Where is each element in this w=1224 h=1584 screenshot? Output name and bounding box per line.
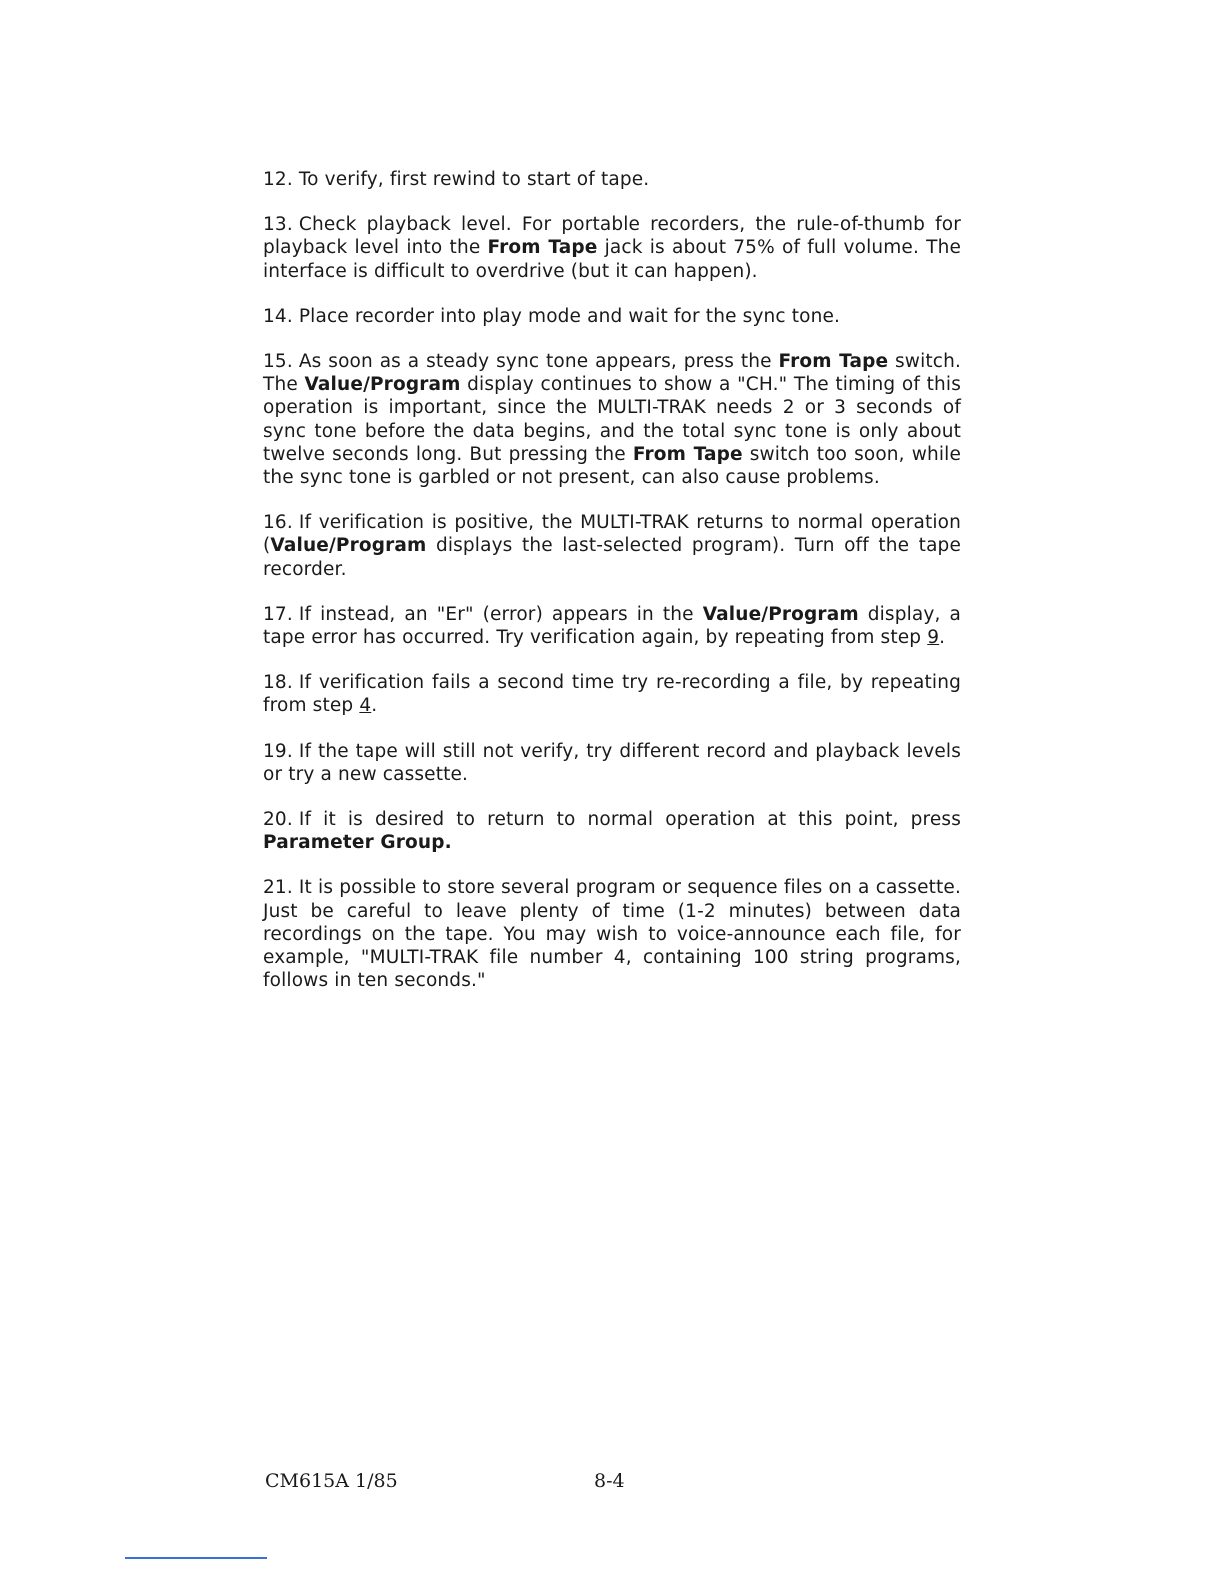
step-12 bbox=[263, 168, 961, 191]
step-reference: 4 bbox=[359, 695, 372, 717]
step-text: . bbox=[939, 627, 946, 649]
step-number: 16. bbox=[263, 512, 293, 534]
step-number: 19. bbox=[263, 740, 293, 762]
bold-term: Value/Program bbox=[702, 603, 859, 625]
step-number: 12. bbox=[263, 169, 293, 190]
step-text: jack is about 75% of full volume. The interface is difficult to overdrive (but it can happen). bbox=[263, 237, 961, 282]
step-17 bbox=[263, 603, 961, 649]
step-13 bbox=[263, 213, 961, 283]
step-text: If instead, an "Er" (error) appears in the bbox=[298, 603, 703, 625]
bold-term: Parameter Group. bbox=[263, 832, 452, 854]
step-18 bbox=[263, 671, 961, 717]
step-text: switch too soon, while the sync tone is garbled or not present, can also cause problems. bbox=[263, 443, 961, 489]
step-text: . bbox=[371, 695, 378, 717]
bold-term: Value/Program bbox=[304, 374, 461, 396]
scan-edge-line bbox=[125, 1557, 267, 1559]
step-reference: 9 bbox=[927, 627, 940, 649]
step-20 bbox=[263, 808, 961, 854]
step-21 bbox=[263, 876, 961, 992]
step-text: If verification is positive, the MULTI-TRAK returns to normal operation ( bbox=[263, 512, 961, 557]
step-14 bbox=[263, 305, 961, 328]
step-text: It is possible to store several program or sequence files on a cassette. Just be careful to leave plenty of time (1-2 minutes) between data recordings on the tape. You may wish to voice-announce each file, for example, "MULTI-TRAK file number 4, containing 100 string programs, follows in ten seconds." bbox=[263, 877, 961, 992]
step-text: If it is desired to return to normal operation at this point, press bbox=[298, 809, 961, 831]
step-text: displays the last-selected program). Turn off the tape recorder. bbox=[263, 535, 961, 580]
step-text: If the tape will still not verify, try different record and playback levels or try a new cassette. bbox=[263, 740, 961, 785]
step-number: 15. bbox=[263, 351, 293, 373]
step-number: 20. bbox=[263, 809, 293, 831]
step-number: 14. bbox=[263, 305, 293, 327]
step-text: display, a tape error has occurred. Try verification again, by repeating from step bbox=[263, 603, 961, 649]
instruction-steps bbox=[263, 168, 961, 1014]
bold-term: From Tape bbox=[778, 351, 889, 373]
bold-term: From Tape bbox=[487, 237, 598, 259]
step-text: If verification fails a second time try re-recording a file, by repeating from step bbox=[263, 672, 961, 717]
bold-term: From Tape bbox=[632, 443, 743, 465]
step-text: Check playback level. For portable recorders, the rule-of-thumb for playback level into the bbox=[263, 214, 961, 259]
step-15 bbox=[263, 350, 961, 489]
step-text: Place recorder into play mode and wait for the sync tone. bbox=[298, 305, 841, 327]
step-16 bbox=[263, 511, 961, 581]
step-number: 13. bbox=[263, 214, 293, 236]
step-text: As soon as a steady sync tone appears, press the bbox=[298, 351, 779, 373]
step-text: switch. The bbox=[263, 351, 961, 396]
step-19 bbox=[263, 740, 961, 786]
step-number: 17. bbox=[263, 603, 293, 625]
bold-term: Value/Program bbox=[270, 535, 427, 557]
footer-doc-code: CM615A 1/85 bbox=[265, 1470, 398, 1492]
step-number: 21. bbox=[263, 877, 293, 899]
step-text: display continues to show a "CH." The timing of this operation is important, since the MULTI-TRAK needs 2 or 3 seconds of sync tone before the data begins, and the total sync tone is only about twelve seconds long. But pressing the bbox=[263, 374, 961, 465]
step-text: To verify, first rewind to start of tape. bbox=[298, 169, 650, 190]
footer-page-number: 8-4 bbox=[594, 1470, 625, 1492]
step-number: 18. bbox=[263, 672, 293, 694]
